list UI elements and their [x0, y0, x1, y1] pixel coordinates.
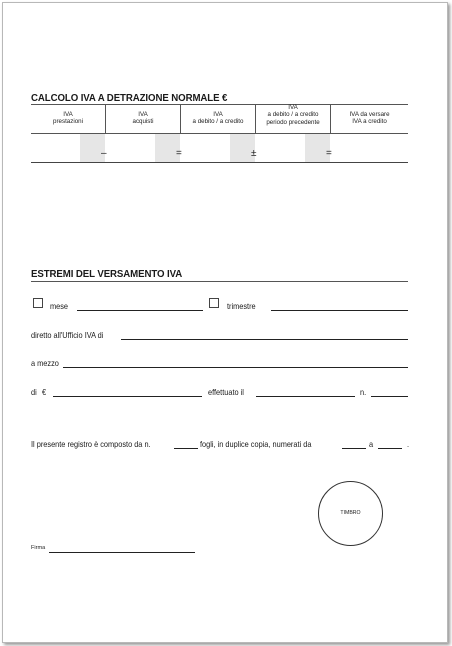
trimestre-label: trimestre: [227, 302, 256, 311]
mese-field[interactable]: [77, 310, 203, 311]
firma-label: Firma: [31, 545, 46, 551]
a-mezzo-field[interactable]: [63, 367, 408, 368]
firma-field[interactable]: [49, 552, 195, 553]
numerati-da-field[interactable]: [342, 448, 366, 449]
registro-text-1: Il presente registro è composto da n.: [31, 440, 151, 449]
numero-fogli-field[interactable]: [174, 448, 198, 449]
column-header-iva-debito-credito: IVA a debito / a credito: [192, 111, 244, 126]
numero-field[interactable]: [371, 396, 408, 397]
minus-operator: –: [101, 148, 107, 159]
a-mezzo-label: a mezzo: [31, 359, 59, 368]
diretto-ufficio-label: diretto all'Ufficio IVA di: [31, 331, 104, 340]
timbro-label: TIMBRO: [340, 510, 361, 516]
mese-checkbox[interactable]: [33, 298, 43, 308]
data-field[interactable]: [256, 396, 355, 397]
section-title-estremi-versamento: ESTREMI DEL VERSAMENTO IVA: [31, 268, 183, 280]
equals-operator: =: [326, 148, 332, 159]
numero-label: n.: [360, 388, 367, 397]
numerati-a-field[interactable]: [378, 448, 402, 449]
column-header-iva-da-versare: IVA da versare IVA a credito: [349, 111, 390, 126]
table-top-rule: [31, 104, 408, 105]
registro-text-3: a: [369, 440, 374, 449]
section-rule: [31, 281, 408, 282]
section-title-calcolo-iva: CALCOLO IVA A DETRAZIONE NORMALE €: [31, 92, 228, 104]
table-value-line: [31, 162, 408, 163]
column-header-iva-acquisti: IVA acquisti: [132, 111, 154, 126]
column-header-iva-prestazioni: IVA prestazioni: [53, 111, 83, 126]
plus-minus-operator: ±: [251, 148, 257, 159]
column-header-iva-periodo-precedente: IVA a debito / a credito periodo precedente: [266, 104, 320, 126]
ufficio-iva-field[interactable]: [121, 339, 408, 340]
mese-label: mese: [50, 302, 69, 311]
importo-field[interactable]: [53, 396, 202, 397]
trimestre-field[interactable]: [271, 310, 408, 311]
di-label: di: [31, 388, 37, 397]
effettuato-il-label: effettuato il: [208, 388, 244, 397]
equals-operator: =: [176, 148, 182, 159]
euro-symbol: €: [42, 388, 47, 397]
timbro-circle: [318, 481, 383, 546]
registro-text-2: fogli, in duplice copia, numerati da: [200, 440, 312, 449]
registro-end-dot: .: [407, 440, 410, 449]
trimestre-checkbox[interactable]: [209, 298, 219, 308]
